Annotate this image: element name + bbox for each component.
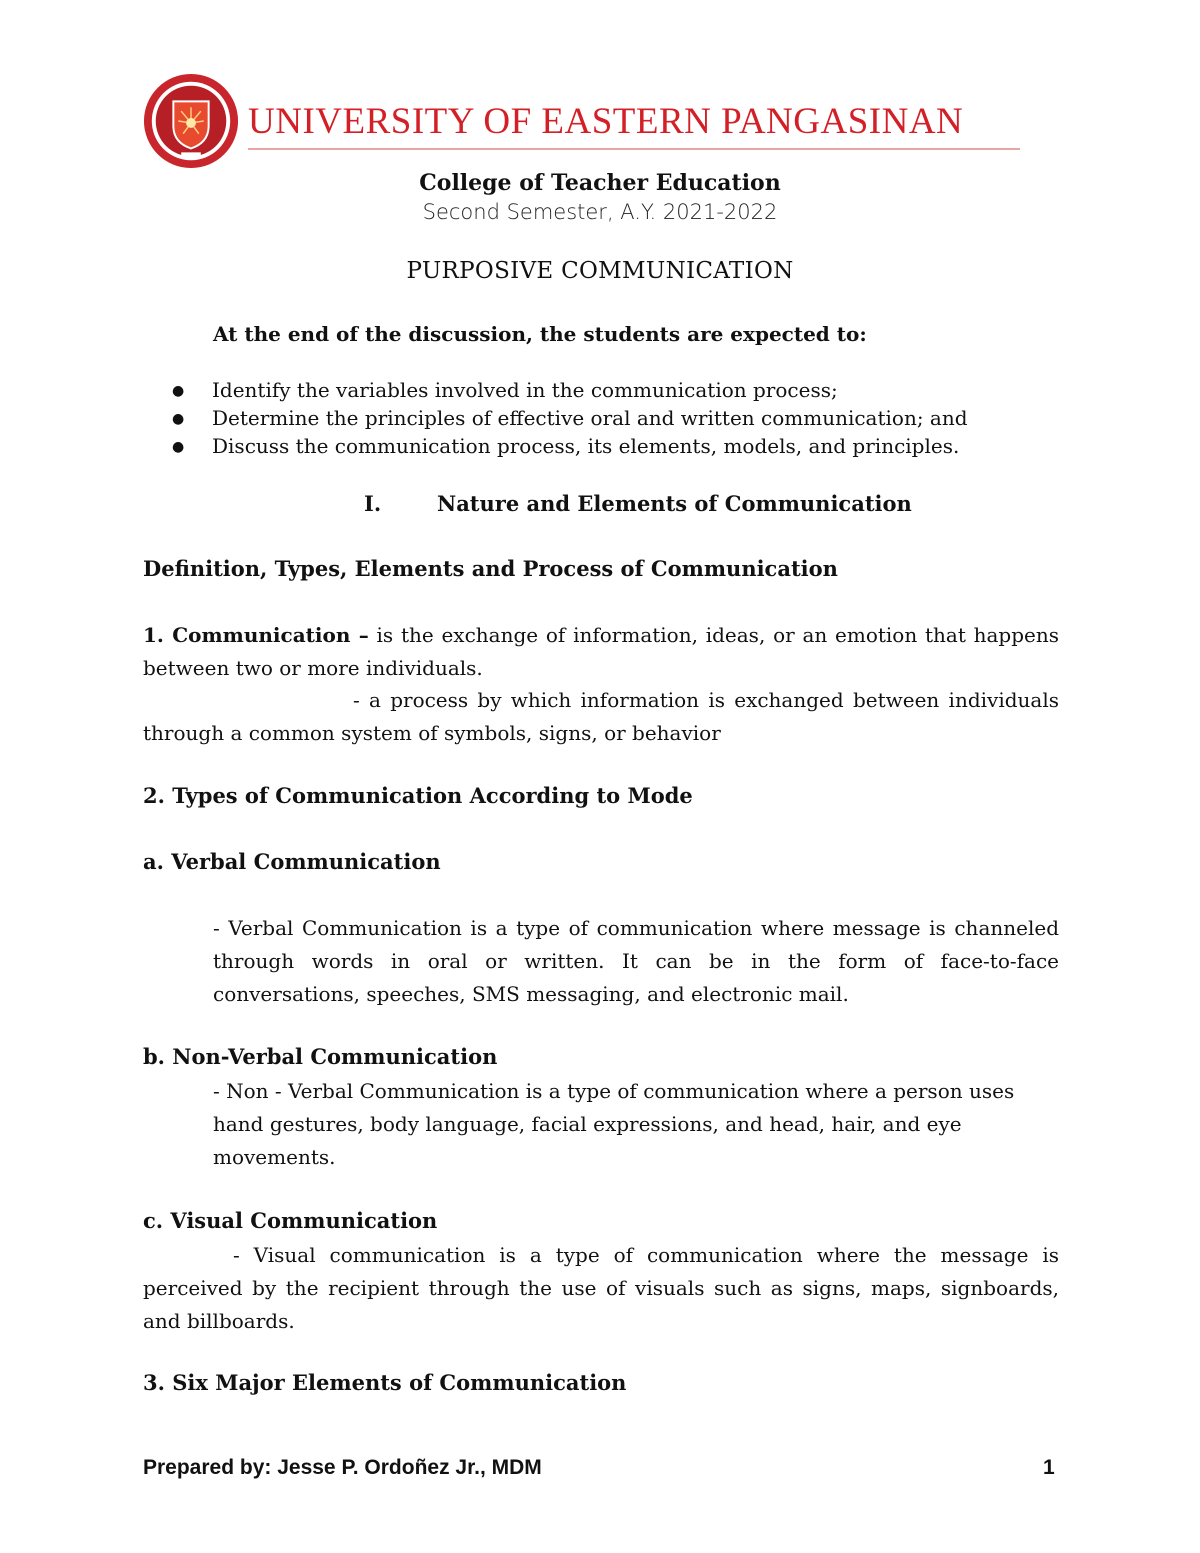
course-title: PURPOSIVE COMMUNICATION [406,258,794,284]
visual-text: - Visual communication is a type of communication where the message is perceived by the recipient through the use of visuals such as signs, maps, signboards, and billboards. [143,1243,1059,1333]
objectives-lead: At the end of the discussion, the students are expected to: [213,322,867,346]
prepared-by: Prepared by: Jesse P. Ordoñez Jr., MDM [143,1456,542,1479]
list-item: ● Discuss the communication process, its elements, models, and principles. [172,434,960,458]
types-heading: 2. Types of Communication According to Mode [143,783,693,808]
verbal-text: - Verbal Communication is a type of communication where message is channeled through words in oral or written. It can be in the form of face-to-face conversations, speeches, SMS messaging, and electronic mail. [213,916,1059,1006]
objectives-list [172,378,968,462]
university-header [140,70,1040,170]
section-number: I. [364,491,382,516]
verbal-heading: a. Verbal Communication [143,849,441,874]
definition-term: 1. Communication – [143,623,369,647]
college-name: College of Teacher Education [419,170,781,196]
nonverbal-text: - Non - Verbal Communication is a type of communication where a person uses hand gestures, body language, facial expressions, and head, hair, and eye movements. [213,1079,1015,1169]
header-rule [248,148,1020,150]
section-title: Nature and Elements of Communication [437,491,912,516]
bullet-icon: ● [172,439,185,455]
definition-paragraph [143,619,1059,685]
semester: Second Semester, A.Y. 2021-2022 [422,200,778,224]
nonverbal-heading: b. Non-Verbal Communication [143,1044,498,1069]
definition-paragraph-2: - a process by which information is exchanged between individuals through a common system of symbols, signs, or behavior [143,688,1059,745]
definition-text: is the exchange of information, ideas, or an emotion that happens between two or more individuals. [143,623,1060,680]
elements-heading: 3. Six Major Elements of Communication [143,1370,627,1395]
university-seal-icon [142,72,240,170]
page-number: 1 [1043,1456,1055,1479]
visual-heading: c. Visual Communication [143,1208,438,1233]
bullet-icon: ● [172,383,185,399]
list-item: ● Determine the principles of effective oral and written communication; and [172,406,968,430]
university-name: UNIVERSITY OF EASTERN PANGASINAN [248,101,964,142]
subheading: Definition, Types, Elements and Process of Communication [143,556,838,581]
bullet-icon: ● [172,411,185,427]
list-item: ● Identify the variables involved in the communication process; [172,378,838,402]
